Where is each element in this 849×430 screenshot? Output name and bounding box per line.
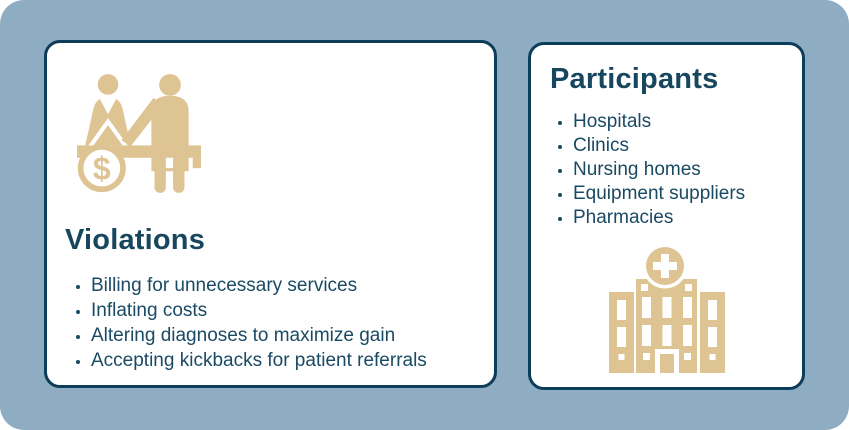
violations-card bbox=[44, 40, 497, 388]
reception-desk-dollar-icon bbox=[77, 73, 494, 198]
participants-list bbox=[531, 110, 802, 230]
participants-card bbox=[528, 42, 805, 390]
list-item: • Nursing homes bbox=[573, 158, 802, 182]
list-item: • Hospitals bbox=[573, 110, 802, 134]
dollar-sign-glyph: $ bbox=[92, 150, 111, 187]
list-item: • Altering diagnoses to maximize gain bbox=[91, 323, 494, 348]
list-item: • Pharmacies bbox=[573, 206, 802, 230]
list-item: • Clinics bbox=[573, 134, 802, 158]
hospital-building-icon bbox=[531, 247, 802, 378]
list-item: • Equipment suppliers bbox=[573, 182, 802, 206]
card-title: Participants bbox=[550, 63, 719, 95]
list-item: • Accepting kickbacks for patient referrals bbox=[91, 348, 494, 373]
list-item: • Inflating costs bbox=[91, 298, 494, 323]
card-title: Violations bbox=[65, 224, 206, 256]
list-item: • Billing for unnecessary services bbox=[91, 273, 494, 298]
violations-list bbox=[47, 273, 494, 373]
